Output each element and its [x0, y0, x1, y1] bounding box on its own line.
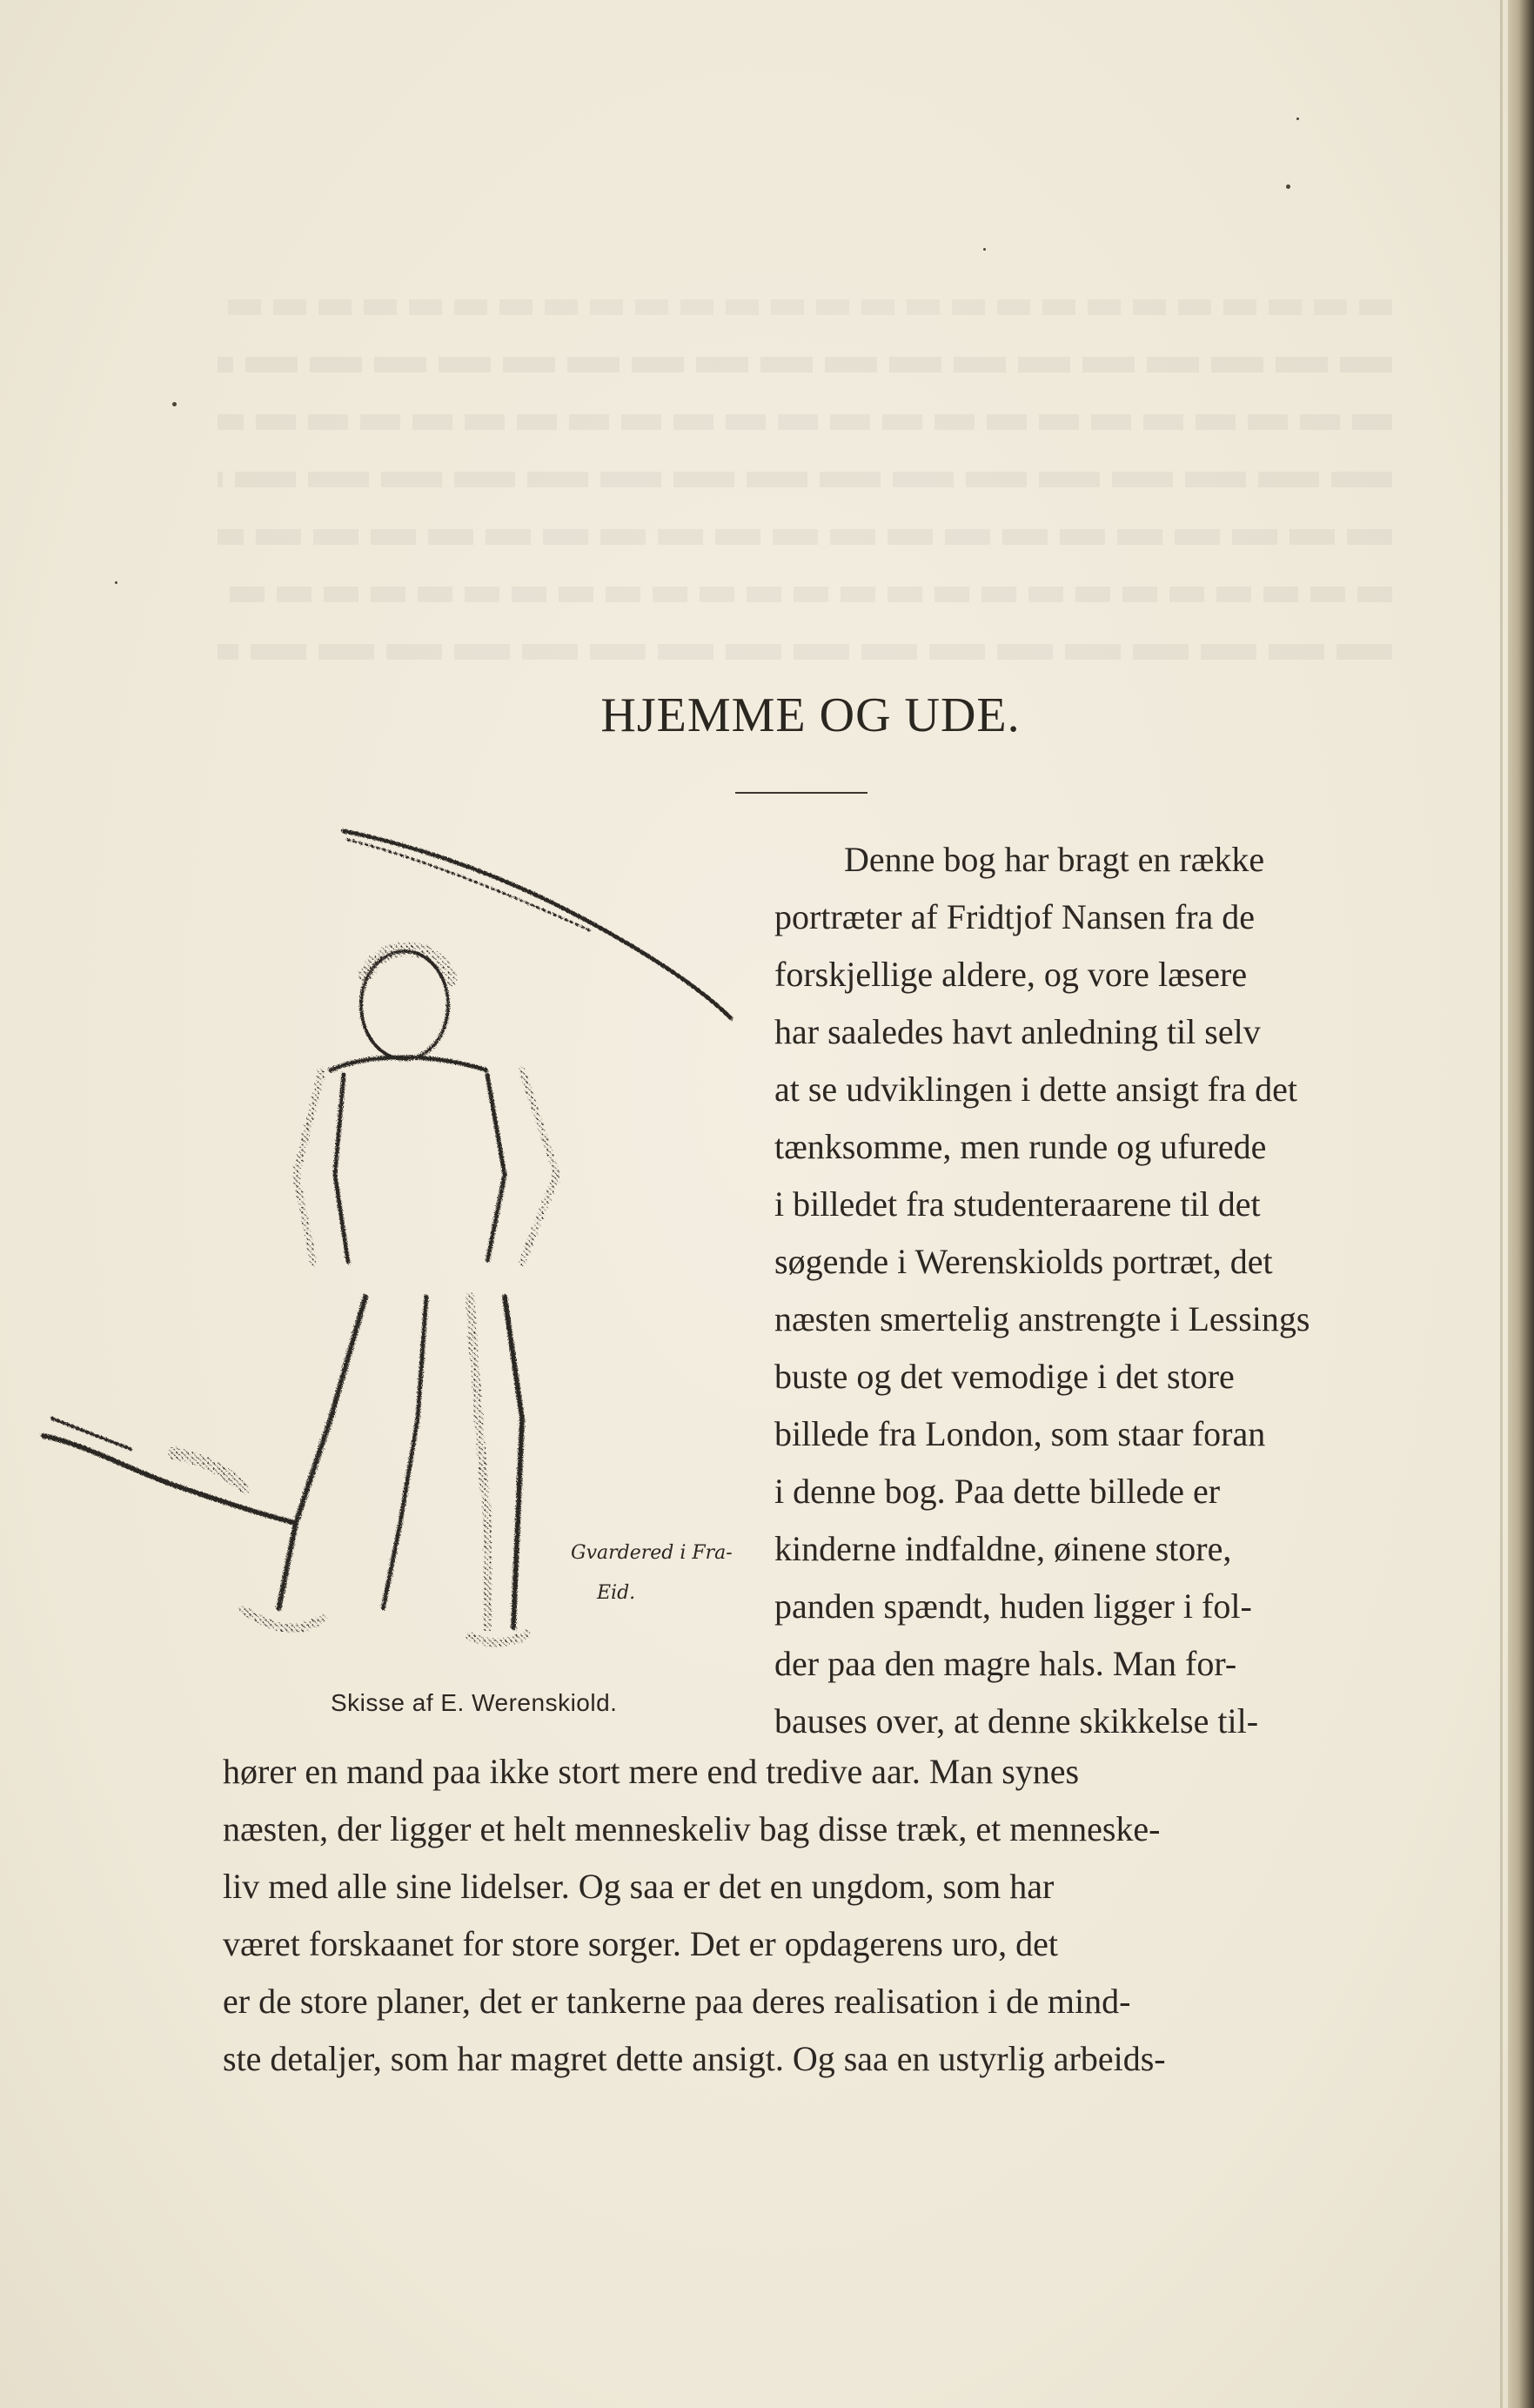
book-spine-edge	[1508, 0, 1534, 2408]
heading-rule	[735, 792, 867, 794]
figure-caption: Skisse af E. Werenskiold.	[331, 1689, 618, 1716]
text-line: der paa den magre hals. Man for-	[774, 1644, 1237, 1683]
text-line: i denne bog. Paa dette billede er	[774, 1472, 1221, 1511]
inscription-line-2: Eid.	[597, 1582, 636, 1604]
paper-speck	[172, 402, 177, 406]
text-line: tænksomme, men runde og ufurede	[774, 1127, 1267, 1166]
body-text-full-width	[223, 1743, 1397, 2088]
paper-speck	[1286, 184, 1290, 189]
text-line: i billedet fra studenteraarene til det	[774, 1184, 1261, 1224]
text-line: panden spændt, huden ligger i fol-	[774, 1586, 1252, 1626]
text-line: bauses over, at denne skikkelse til-	[774, 1701, 1259, 1741]
paper-speck	[115, 581, 117, 584]
text-line: Denne bog har bragt en række	[844, 840, 1265, 879]
bleed-through-texture	[218, 278, 1392, 701]
inscription-line-1: Gvardered i Fra-	[571, 1542, 733, 1564]
chapter-heading: HJEMME OG UDE.	[600, 688, 1021, 742]
text-line: buste og det vemodige i det store	[774, 1357, 1235, 1396]
sketch-inscription	[571, 1533, 733, 1613]
text-line: været forskaanet for store sorger. Det er opdagerens uro, det	[223, 1924, 1059, 1963]
body-text-column	[774, 831, 1397, 1750]
text-line: næsten smertelig anstrengte i Lessings	[774, 1299, 1310, 1338]
text-line: kinderne indfaldne, øinene store,	[774, 1529, 1232, 1568]
text-line: er de store planer, det er tankerne paa deres realisation i de mind-	[223, 1982, 1131, 2021]
text-line: at se udviklingen i dette ansigt fra det	[774, 1070, 1297, 1109]
paper-speck	[983, 248, 986, 251]
text-line: hører en mand paa ikke stort mere end tredive aar. Man synes	[223, 1752, 1080, 1791]
text-line: portræter af Fridtjof Nansen fra de	[774, 897, 1256, 936]
page-gutter-line	[1500, 0, 1503, 2408]
text-line: ste detaljer, som har magret dette ansigt. Og saa en ustyrlig arbeids-	[223, 2039, 1166, 2078]
text-line: næsten, der ligger et helt menneskeliv bag disse træk, et menneske-	[223, 1809, 1161, 1848]
text-line: har saaledes havt anledning til selv	[774, 1012, 1261, 1051]
text-line: søgende i Werenskiolds portræt, det	[774, 1242, 1273, 1281]
text-line: billede fra London, som staar foran	[774, 1414, 1266, 1453]
text-line: forskjellige aldere, og vore læsere	[774, 955, 1248, 994]
text-line: liv med alle sine lidelser. Og saa er det en ungdom, som har	[223, 1867, 1055, 1906]
paper-speck	[1296, 117, 1299, 120]
